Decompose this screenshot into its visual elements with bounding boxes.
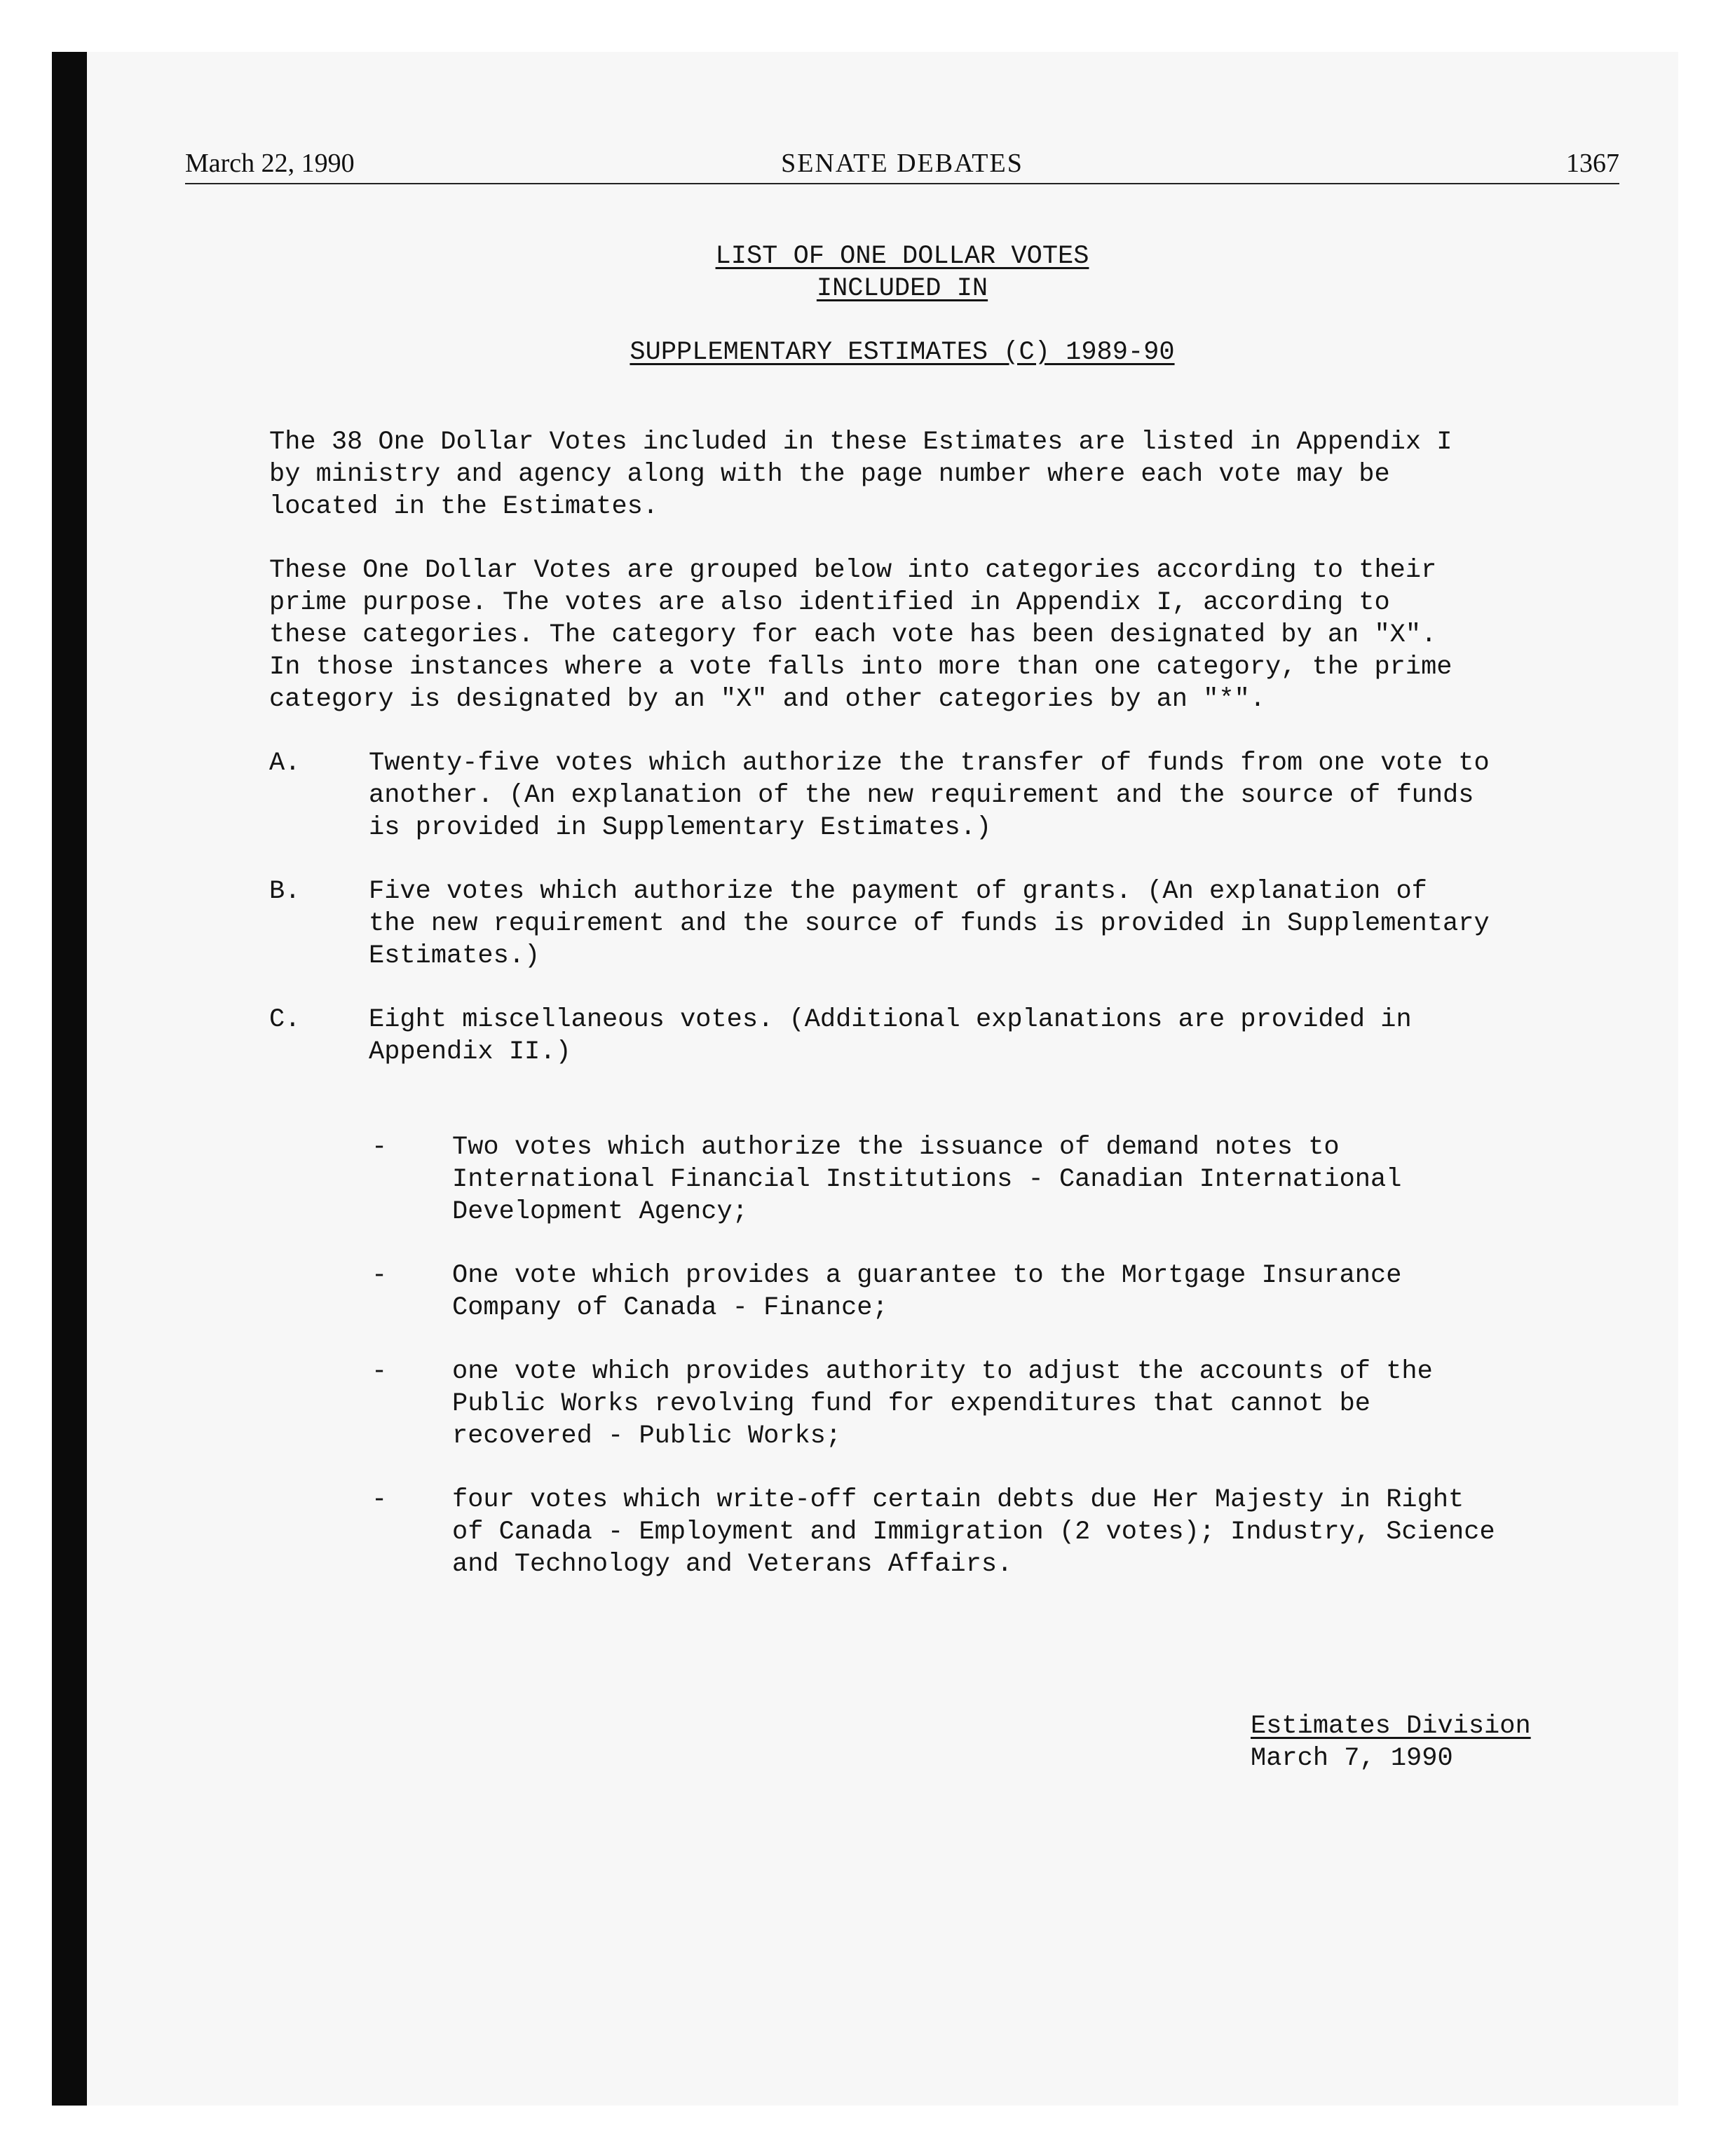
category-text: Twenty-five votes which authorize the transfer of funds from one vote to another. (An explanation of the new requirement and the source of funds is provided in Supplementary Estimates.) — [369, 749, 1490, 842]
category-b — [269, 875, 1559, 972]
bullet-text: One vote which provides a guarantee to the Mortgage Insurance Company of Canada - Finance; — [452, 1261, 1402, 1323]
bullet-dash: - — [372, 1261, 388, 1290]
category-text: Eight miscellaneous votes. (Additional explanations are provided in Appendix II.) — [369, 1005, 1412, 1067]
bullet-item — [369, 1260, 1560, 1324]
title-line-1: LIST OF ONE DOLLAR VOTES — [715, 242, 1089, 271]
bullet-dash: - — [372, 1133, 388, 1162]
title-line-3: SUPPLEMENTARY ESTIMATES (C) 1989-90 — [630, 338, 1175, 367]
bullet-item — [369, 1356, 1560, 1452]
header-date: March 22, 1990 — [185, 149, 355, 178]
categories-paragraph: These One Dollar Votes are grouped below into categories according to their prime purpose. The votes are also identified in Appendix I, according to these categories. The category for each vote has been designated by an "X". In those instances where a vote falls into more than one category, the prime category is designated by an "X" and other categories by an "*". — [269, 556, 1452, 714]
page-header — [185, 144, 1619, 184]
signature-division: Estimates Division — [1251, 1712, 1531, 1741]
category-letter: B. — [269, 877, 301, 906]
document-page — [185, 144, 1619, 1773]
category-letter: C. — [269, 1005, 301, 1035]
bullet-dash: - — [372, 1485, 388, 1515]
header-page-number: 1367 — [1566, 149, 1619, 178]
header-publication: SENATE DEBATES — [781, 149, 1023, 178]
bullet-item — [369, 1484, 1560, 1581]
bullet-dash: - — [372, 1357, 388, 1386]
category-text: Five votes which authorize the payment of grants. (An explanation of the new requirement and the source of funds is provided in Supplementary Estimates.) — [369, 877, 1490, 971]
intro-paragraph: The 38 One Dollar Votes included in these Estimates are listed in Appendix I by ministry and agency along with the page number where each vote may be located in the Estimates. — [269, 428, 1452, 521]
bullet-text: Two votes which authorize the issuance of demand notes to International Financial Institutions - Canadian International Development Agency; — [452, 1133, 1402, 1227]
document-title — [185, 240, 1619, 369]
category-c — [269, 1004, 1559, 1068]
bullet-text: four votes which write-off certain debts due Her Majesty in Right of Canada - Employment and Immigration (2 votes); Industry, Science and Technology and Veterans Affairs. — [452, 1485, 1495, 1579]
category-letter: A. — [269, 749, 301, 778]
signature-block — [1251, 1710, 1531, 1775]
scan-edge — [52, 52, 87, 2106]
bullet-item — [369, 1131, 1560, 1228]
title-line-2: INCLUDED IN — [816, 274, 988, 303]
category-a — [269, 747, 1559, 844]
signature-date: March 7, 1990 — [1251, 1744, 1453, 1773]
bullet-text: one vote which provides authority to adjust the accounts of the Public Works revolving fund for expenditures that cannot be recovered - Public Works; — [452, 1357, 1433, 1451]
